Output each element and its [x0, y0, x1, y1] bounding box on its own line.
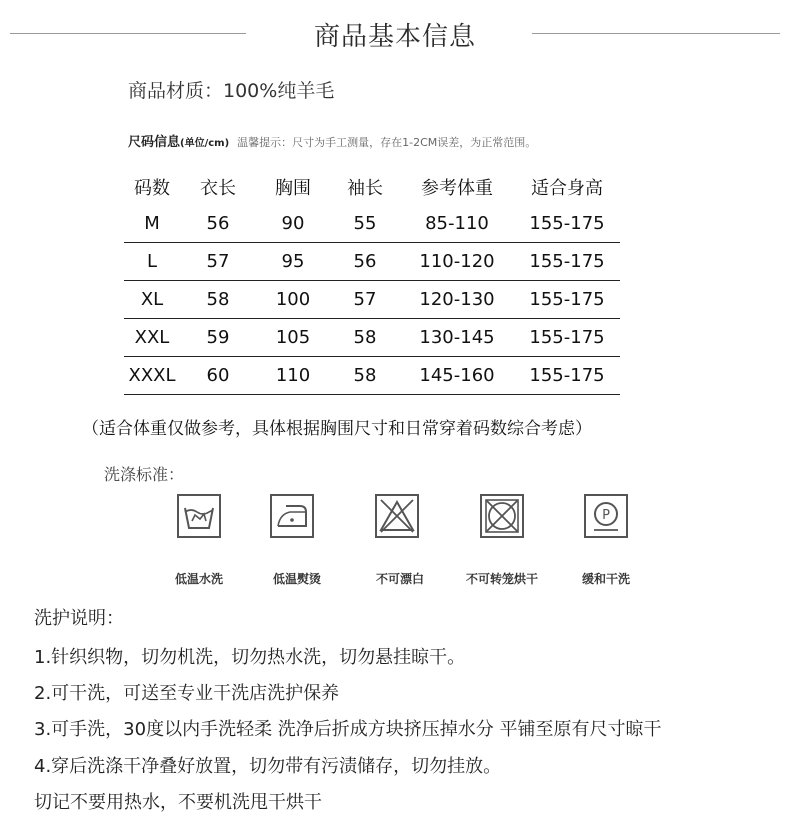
table-cell: 60 [180, 357, 256, 395]
table-cell: 155-175 [514, 205, 620, 243]
table-cell: 95 [256, 243, 330, 281]
col-header: 适合身高 [531, 177, 603, 199]
table-row [124, 281, 620, 319]
table-cell: XXXL [124, 357, 180, 395]
table-cell: 130-145 [400, 319, 514, 357]
table-cell: 120-130 [400, 281, 514, 319]
gentle-dry-clean-icon [584, 494, 628, 538]
table-cell: 110 [256, 357, 330, 395]
table-cell: XL [124, 281, 180, 319]
table-row [124, 319, 620, 357]
table-cell: XXL [124, 319, 180, 357]
table-cell: 58 [330, 319, 400, 357]
table-cell: 110-120 [400, 243, 514, 281]
col-header: 袖长 [347, 177, 383, 199]
icon-caption: 不可转笼烘干 [465, 572, 538, 586]
table-cell: 145-160 [400, 357, 514, 395]
material-info: 商品材质：100%纯羊毛 [128, 80, 335, 102]
icon-caption: 缓和干洗 [581, 572, 630, 586]
size-table-header [124, 168, 620, 205]
table-cell: 58 [180, 281, 256, 319]
table-cell: 56 [180, 205, 256, 243]
table-cell: 59 [180, 319, 256, 357]
size-info-title: 尺码信息 [128, 135, 181, 150]
col-header: 参考体重 [421, 177, 493, 199]
icon-caption: 低温熨烫 [272, 572, 321, 586]
washing-label: 洗涤标准： [104, 465, 185, 484]
table-cell: L [124, 243, 180, 281]
table-row [124, 205, 620, 243]
page-title: 商品基本信息 [313, 22, 476, 52]
table-cell: 56 [330, 243, 400, 281]
size-info-tip: 温馨提示：尺寸为手工测量，存在1-2CM误差，为正常范围。 [237, 136, 537, 149]
table-cell: 155-175 [514, 319, 620, 357]
no-bleach-icon [375, 494, 419, 538]
table-cell: 155-175 [514, 243, 620, 281]
care-line: 2.可干洗，可送至专业干洗店洗护保养 [34, 683, 340, 704]
care-line: 3.可手洗，30度以内手洗轻柔 洗净后折成方块挤压掉水分 平铺至原有尺寸晾干 [34, 719, 662, 740]
title-rule-right [532, 33, 780, 34]
table-cell: 90 [256, 205, 330, 243]
table-cell: 105 [256, 319, 330, 357]
table-cell: 155-175 [514, 357, 620, 395]
svg-text:P: P [602, 508, 610, 523]
care-line: 切记不要用热水，不要机洗甩干烘干 [34, 792, 322, 813]
table-cell: 57 [180, 243, 256, 281]
icon-caption: 低温水洗 [174, 572, 223, 586]
table-cell: 100 [256, 281, 330, 319]
icon-caption: 不可漂白 [375, 572, 424, 586]
col-header: 衣长 [200, 177, 236, 199]
table-cell: 57 [330, 281, 400, 319]
table-cell: 155-175 [514, 281, 620, 319]
low-temp-wash-icon [177, 494, 221, 538]
col-header: 码数 [134, 177, 170, 199]
table-cell: M [124, 205, 180, 243]
care-line: 1.针织织物，切勿机洗，切勿热水洗，切勿悬挂晾干。 [34, 647, 466, 668]
care-title: 洗护说明： [34, 608, 124, 629]
low-temp-iron-icon [270, 494, 314, 538]
weight-note: （适合体重仅做参考，具体根据胸围尺寸和日常穿着码数综合考虑） [82, 419, 592, 439]
col-header: 胸围 [275, 177, 311, 199]
size-info-header [128, 131, 536, 150]
no-tumble-dry-icon [480, 494, 524, 538]
table-cell: 55 [330, 205, 400, 243]
size-info-unit: (单位/cm) [180, 138, 230, 149]
table-cell: 58 [330, 357, 400, 395]
table-cell: 85-110 [400, 205, 514, 243]
size-table [124, 168, 620, 395]
care-line: 4.穿后洗涤干净叠好放置，切勿带有污渍储存，切勿挂放。 [34, 756, 502, 777]
table-row [124, 357, 620, 395]
table-row [124, 243, 620, 281]
